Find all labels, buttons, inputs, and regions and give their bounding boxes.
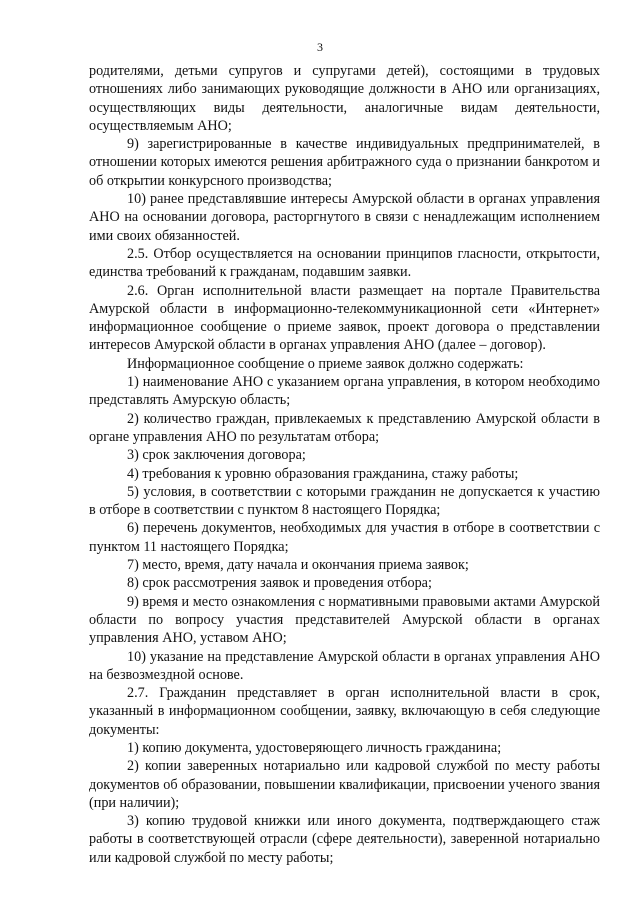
paragraph: 2) копии заверенных нотариально или кадровой службой по месту работы документов об образовании, повышении квалификации, присвоении ученого звания (при наличии); [89, 758, 600, 811]
document-body [89, 62, 600, 867]
paragraph: 9) время и место ознакомления с нормативными правовыми актами Амурской области по вопросу участия представителей Амурской области в органах управления АНО, уставом АНО; [89, 593, 600, 647]
paragraph: 2.6. Орган исполнительной власти размещает на портале Правительства Амурской области в информационно-телекоммуникационной сети «Интернет» информационное сообщение о приеме заявок, проект договора о представлении интересов Амурской области в органах управления АНО (далее – договор). [89, 282, 600, 354]
paragraph: 5) условия, в соответствии с которыми гражданин не допускается к участию в отборе в соответствии с пунктом 8 настоящего Порядка; [89, 483, 600, 519]
paragraph: 1) копию документа, удостоверяющего личность гражданина; [127, 739, 502, 756]
page-number: 3 [317, 40, 323, 54]
paragraph: 1) наименование АНО с указанием органа управления, в котором необходимо представлять Амурскую область; [89, 374, 600, 409]
paragraph: 4) требования к уровню образования гражданина, стажу работы; [127, 465, 519, 482]
paragraph: 7) место, время, дату начала и окончания приема заявок; [127, 557, 469, 574]
paragraph: 3) копию трудовой книжки или иного документа, подтверждающего стаж работы в соответствующей отрасли (сфере деятельности), заверенной нотариально или кадровой службой по месту работы; [89, 813, 600, 866]
paragraph: 10) указание на представление Амурской области в органах управления АНО на безвозмездной основе. [89, 648, 600, 683]
paragraph: 2.5. Отбор осуществляется на основании принципов гласности, открытости, единства требований к гражданам, подавшим заявки. [89, 245, 600, 281]
paragraph: 8) срок рассмотрения заявок и проведения отбора; [127, 575, 432, 592]
paragraph: 3) срок заключения договора; [127, 447, 306, 464]
paragraph: 10) ранее представлявшие интересы Амурской области в органах управления АНО на основании договора, расторгнутого в связи с ненадлежащим исполнением ими своих обязанностей. [89, 191, 600, 244]
paragraph: 9) зарегистрированные в качестве индивидуальных предпринимателей, в отношении которых имеются решения арбитражного суда о признании банкротом и об открытии конкурсного производства; [89, 136, 600, 189]
paragraph: 2) количество граждан, привлекаемых к представлению Амурской области в органе управления АНО по результатам отбора; [89, 410, 600, 445]
paragraph: 6) перечень документов, необходимых для участия в отборе в соответствии с пунктом 11 настоящего Порядка; [89, 520, 600, 555]
paragraph-continuation: родителями, детьми супругов и супругами детей), состоящими в трудовых отношениях либо занимающих руководящие должности в АНО или организациях, осуществляющих виды деятельности, аналогичные видам деятельности, осуществляемым АНО; [89, 63, 600, 134]
paragraph: 2.7. Гражданин представляет в орган исполнительной власти в срок, указанный в информационном сообщении, заявку, включающую в себя следующие документы: [89, 685, 600, 738]
paragraph: Информационное сообщение о приеме заявок должно содержать: [127, 355, 524, 372]
